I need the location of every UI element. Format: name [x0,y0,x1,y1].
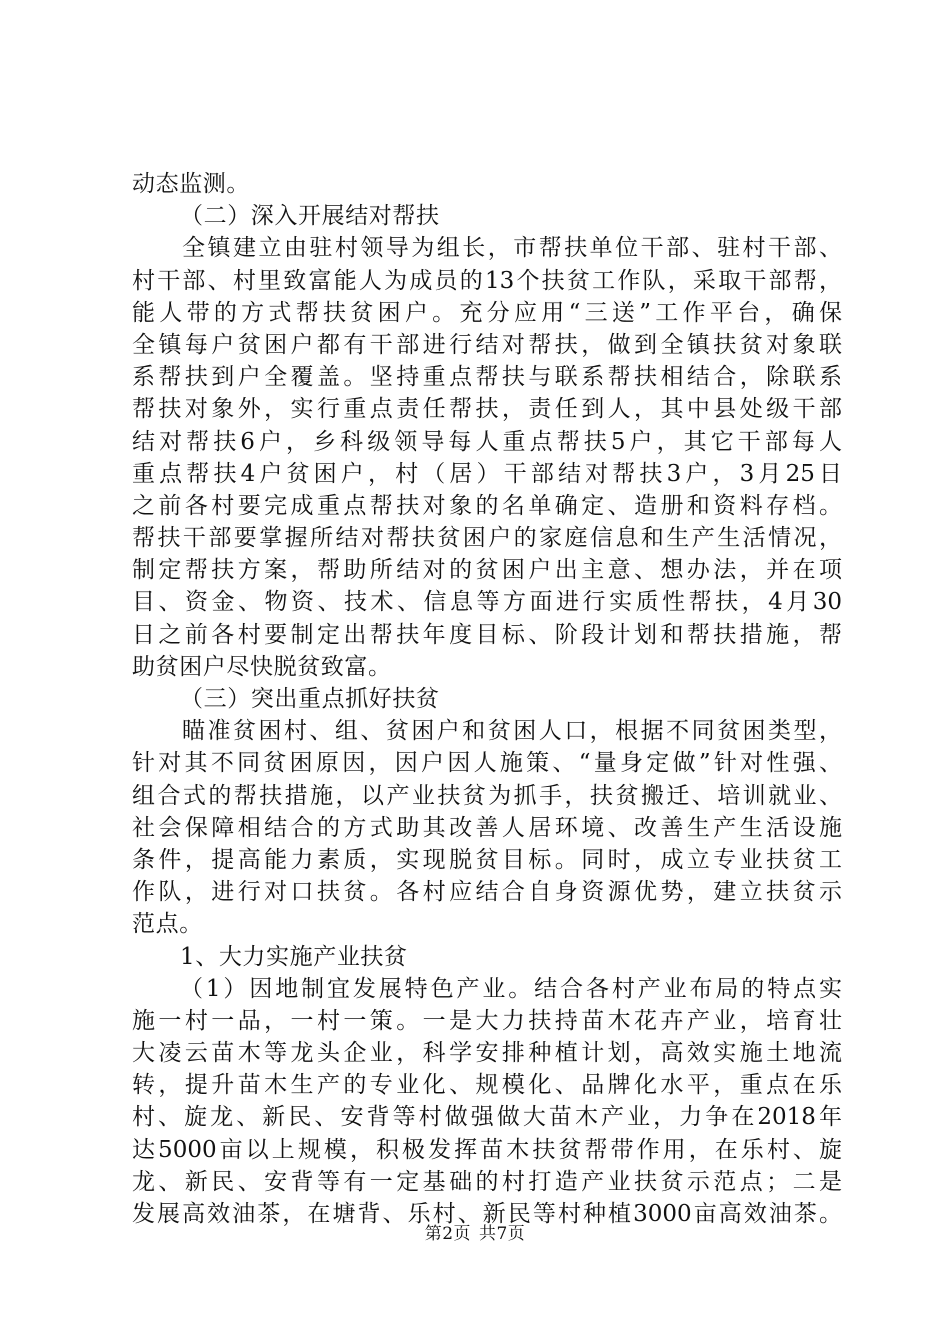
text-line: 范点。 [132,911,203,938]
text-line: 村干部、村里致富能人为成员的13个扶贫工作队，采取干部帮， [132,267,842,294]
text-line: 之前各村要完成重点帮扶对象的名单确定、造册和资料存档。 [132,492,842,519]
text-line: 全镇建立由驻村领导为组长，市帮扶单位干部、驻村干部、 [182,235,842,262]
text-line: 目、资金、物资、技术、信息等方面进行实质性帮扶，4月30 [132,589,842,616]
text-line: 大凌云苗木等龙头企业，科学安排种植计划，高效实施土地流 [132,1040,842,1067]
text-line: 系帮扶到户全覆盖。坚持重点帮扶与联系帮扶相结合，除联系 [132,364,842,391]
text-line: 发展高效油茶，在塘背、乐村、新民等村种植3000亩高效油茶。 [132,1201,842,1227]
text-line: 达5000亩以上规模，积极发挥苗木扶贫帮带作用，在乐村、旋 [132,1136,842,1163]
section-heading-3: （三）突出重点抓好扶贫 [180,686,440,712]
text-line: 全镇每户贫困户都有干部进行结对帮扶，做到全镇扶贫对象联 [132,331,842,358]
text-line: 组合式的帮扶措施，以产业扶贫为抓手，扶贫搬迁、培训就业、 [132,782,842,809]
subsection-heading: 1、大力实施产业扶贫 [180,943,408,970]
text-line: 动态监测。 [132,171,250,197]
text-line: 结对帮扶6户，乡科级领导每人重点帮扶5户，其它干部每人 [132,428,842,455]
text-line: 转，提升苗木生产的专业化、规模化、品牌化水平，重点在乐 [132,1072,842,1099]
text-line: 日之前各村要制定出帮扶年度目标、阶段计划和帮扶措施，帮 [132,621,842,648]
text-line: 龙、新民、安背等有一定基础的村打造产业扶贫示范点；二是 [132,1168,842,1195]
text-line: 作队，进行对口扶贫。各村应结合自身资源优势，建立扶贫示 [132,879,842,906]
page-total: 共7页 [478,1224,526,1244]
text-line: 施一村一品，一村一策。一是大力扶持苗木花卉产业，培育壮 [132,1007,842,1034]
page-footer [0,1224,950,1244]
text-line: （1）因地制宜发展特色产业。结合各村产业布局的特点实 [180,975,842,1002]
page-number: 第2页 [424,1224,472,1244]
text-line: 帮扶干部要掌握所结对帮扶贫困户的家庭信息和生产生活情况， [132,525,842,552]
section-heading-2: （二）深入开展结对帮扶 [180,203,440,230]
text-line: 制定帮扶方案，帮助所结对的贫困户出主意、想办法，并在项 [132,557,842,584]
text-line: 村、旋龙、新民、安背等村做强做大苗木产业，力争在2018年 [132,1104,842,1131]
text-line: 针对其不同贫困原因，因户因人施策、“量身定做”针对性强、 [132,750,842,777]
text-line: 助贫困户尽快脱贫致富。 [132,653,392,680]
text-line: 瞄准贫困村、组、贫困户和贫困人口，根据不同贫困类型， [182,718,842,745]
text-line: 重点帮扶4户贫困户，村（居）干部结对帮扶3户，3月25日 [132,460,842,487]
text-line: 条件，提高能力素质，实现脱贫目标。同时，成立专业扶贫工 [132,846,842,873]
text-line: 能人带的方式帮扶贫困户。充分应用“三送”工作平台，确保 [132,299,842,326]
document-body [132,168,842,1230]
text-line: 社会保障相结合的方式助其改善人居环境、改善生产生活设施 [132,814,842,841]
text-line: 帮扶对象外，实行重点责任帮扶，责任到人，其中县处级干部 [132,396,842,423]
